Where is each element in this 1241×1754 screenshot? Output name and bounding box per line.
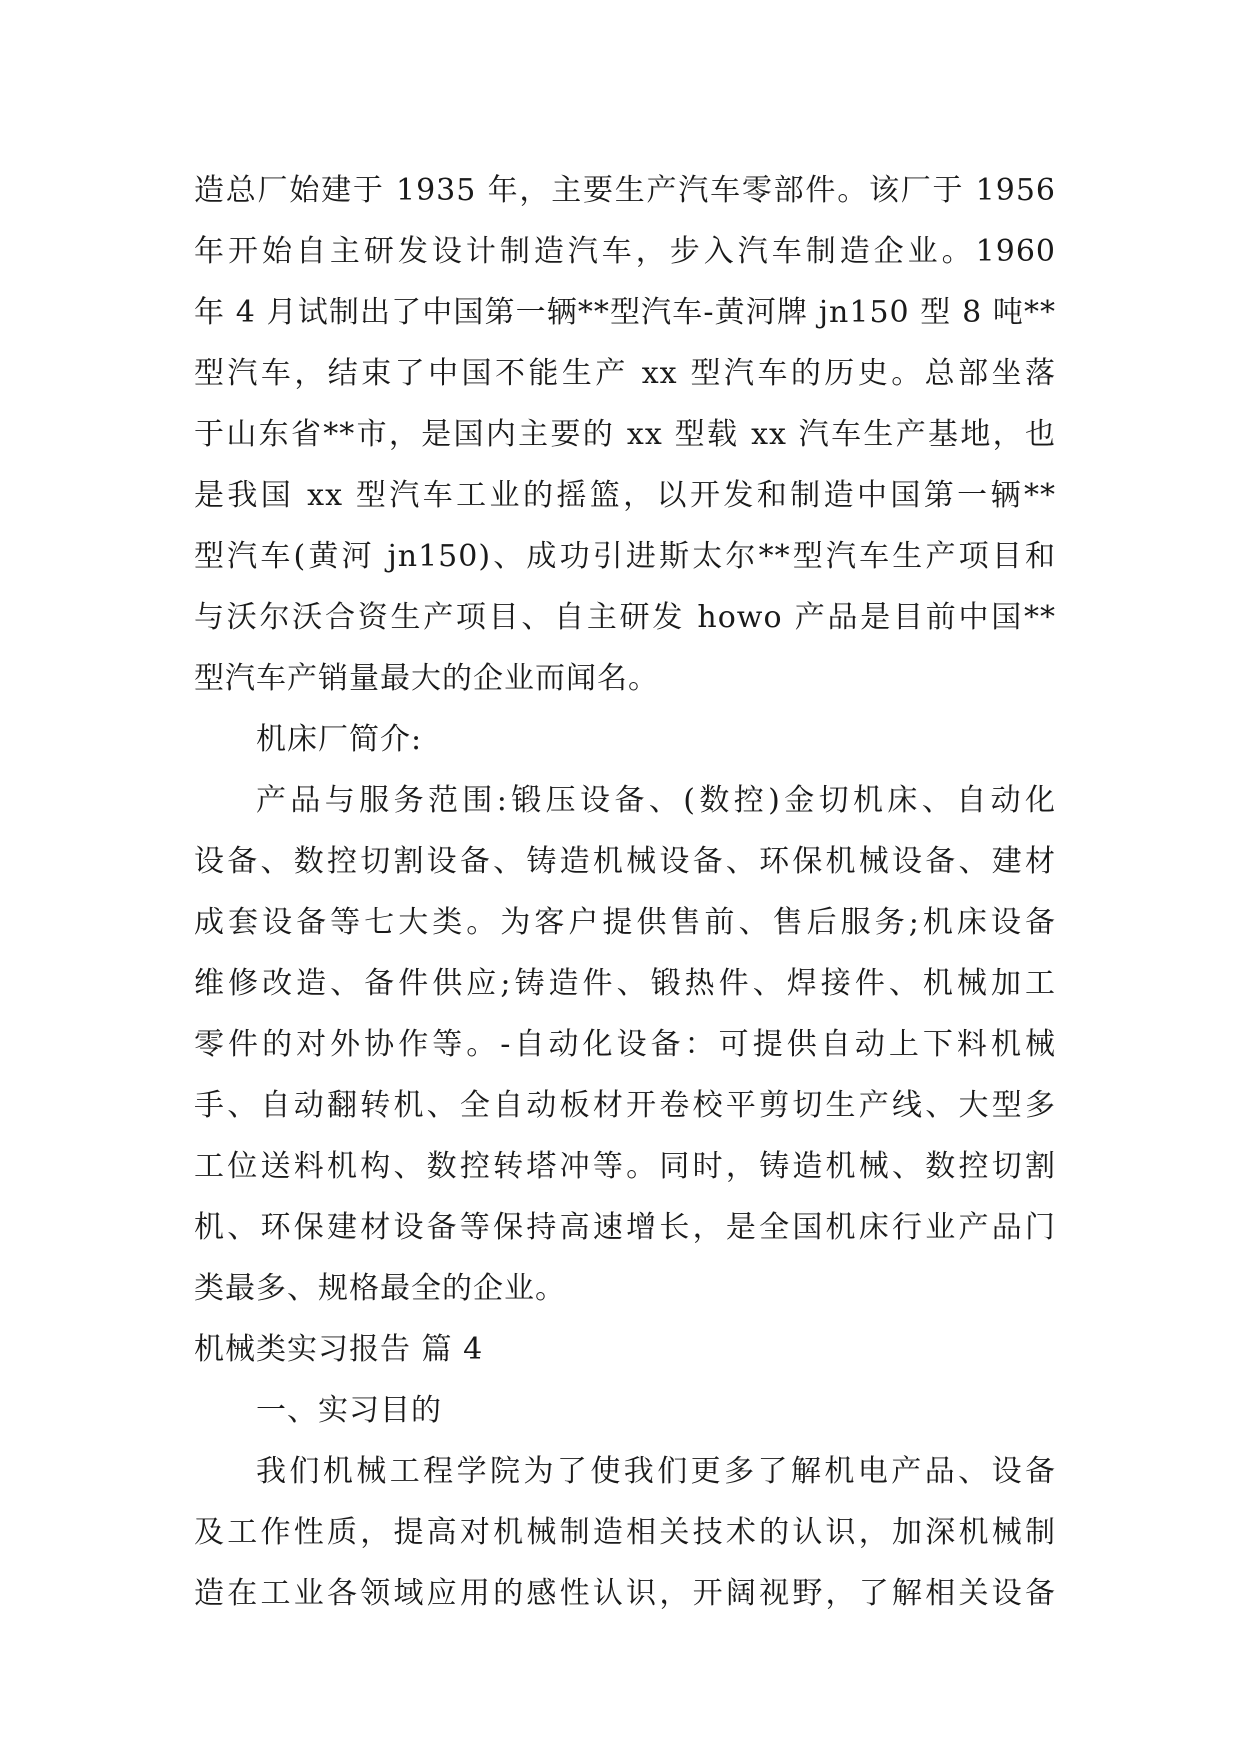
report-title: 机械类实习报告 篇 4 (194, 1332, 484, 1367)
paragraph-line: 于山东省**市，是国内主要的 xx 型载 xx 汽车生产基地，也 (194, 417, 1056, 452)
paragraph-line: 与沃尔沃合资生产项目、自主研发 howo 产品是目前中国** (194, 600, 1056, 635)
machine-tool-heading: 机床厂简介: (256, 722, 423, 757)
paragraph-line: 零件的对外协作等。-自动化设备：可提供自动上下料机械 (194, 1027, 1056, 1062)
paragraph-line: 及工作性质，提高对机械制造相关技术的认识，加深机械制 (194, 1515, 1056, 1550)
purpose-heading: 一、实习目的 (256, 1393, 442, 1428)
paragraph-line: 造总厂始建于 1935 年，主要生产汽车零部件。该厂于 1956 (194, 173, 1056, 208)
paragraph-line: 我们机械工程学院为了使我们更多了解机电产品、设备 (256, 1454, 1056, 1489)
paragraph-line: 机、环保建材设备等保持高速增长，是全国机床行业产品门 (194, 1210, 1056, 1245)
paragraph-line: 设备、数控切割设备、铸造机械设备、环保机械设备、建材 (194, 844, 1056, 879)
paragraph-line: 产品与服务范围:锻压设备、(数控)金切机床、自动化 (256, 783, 1056, 818)
paragraph-line: 成套设备等七大类。为客户提供售前、售后服务;机床设备 (194, 905, 1056, 940)
document-page (194, 160, 1056, 1624)
paragraph-line: 年 4 月试制出了中国第一辆**型汽车-黄河牌 jn150 型 8 吨** (194, 295, 1056, 330)
paragraph-line: 型汽车(黄河 jn150)、成功引进斯太尔**型汽车生产项目和 (194, 539, 1056, 574)
paragraph-line: 型汽车，结束了中国不能生产 xx 型汽车的历史。总部坐落 (194, 356, 1056, 391)
paragraph-line: 类最多、规格最全的企业。 (194, 1271, 566, 1306)
paragraph-line: 型汽车产销量最大的企业而闻名。 (194, 661, 659, 696)
paragraph-line: 手、自动翻转机、全自动板材开卷校平剪切生产线、大型多 (194, 1088, 1056, 1123)
paragraph-line: 维修改造、备件供应;铸造件、锻热件、焊接件、机械加工 (194, 966, 1056, 1001)
paragraph-line: 工位送料机构、数控转塔冲等。同时，铸造机械、数控切割 (194, 1149, 1056, 1184)
paragraph-line: 造在工业各领域应用的感性认识，开阔视野，了解相关设备 (194, 1576, 1056, 1611)
paragraph-line: 年开始自主研发设计制造汽车，步入汽车制造企业。1960 (194, 234, 1056, 269)
paragraph-line: 是我国 xx 型汽车工业的摇篮，以开发和制造中国第一辆** (194, 478, 1056, 513)
